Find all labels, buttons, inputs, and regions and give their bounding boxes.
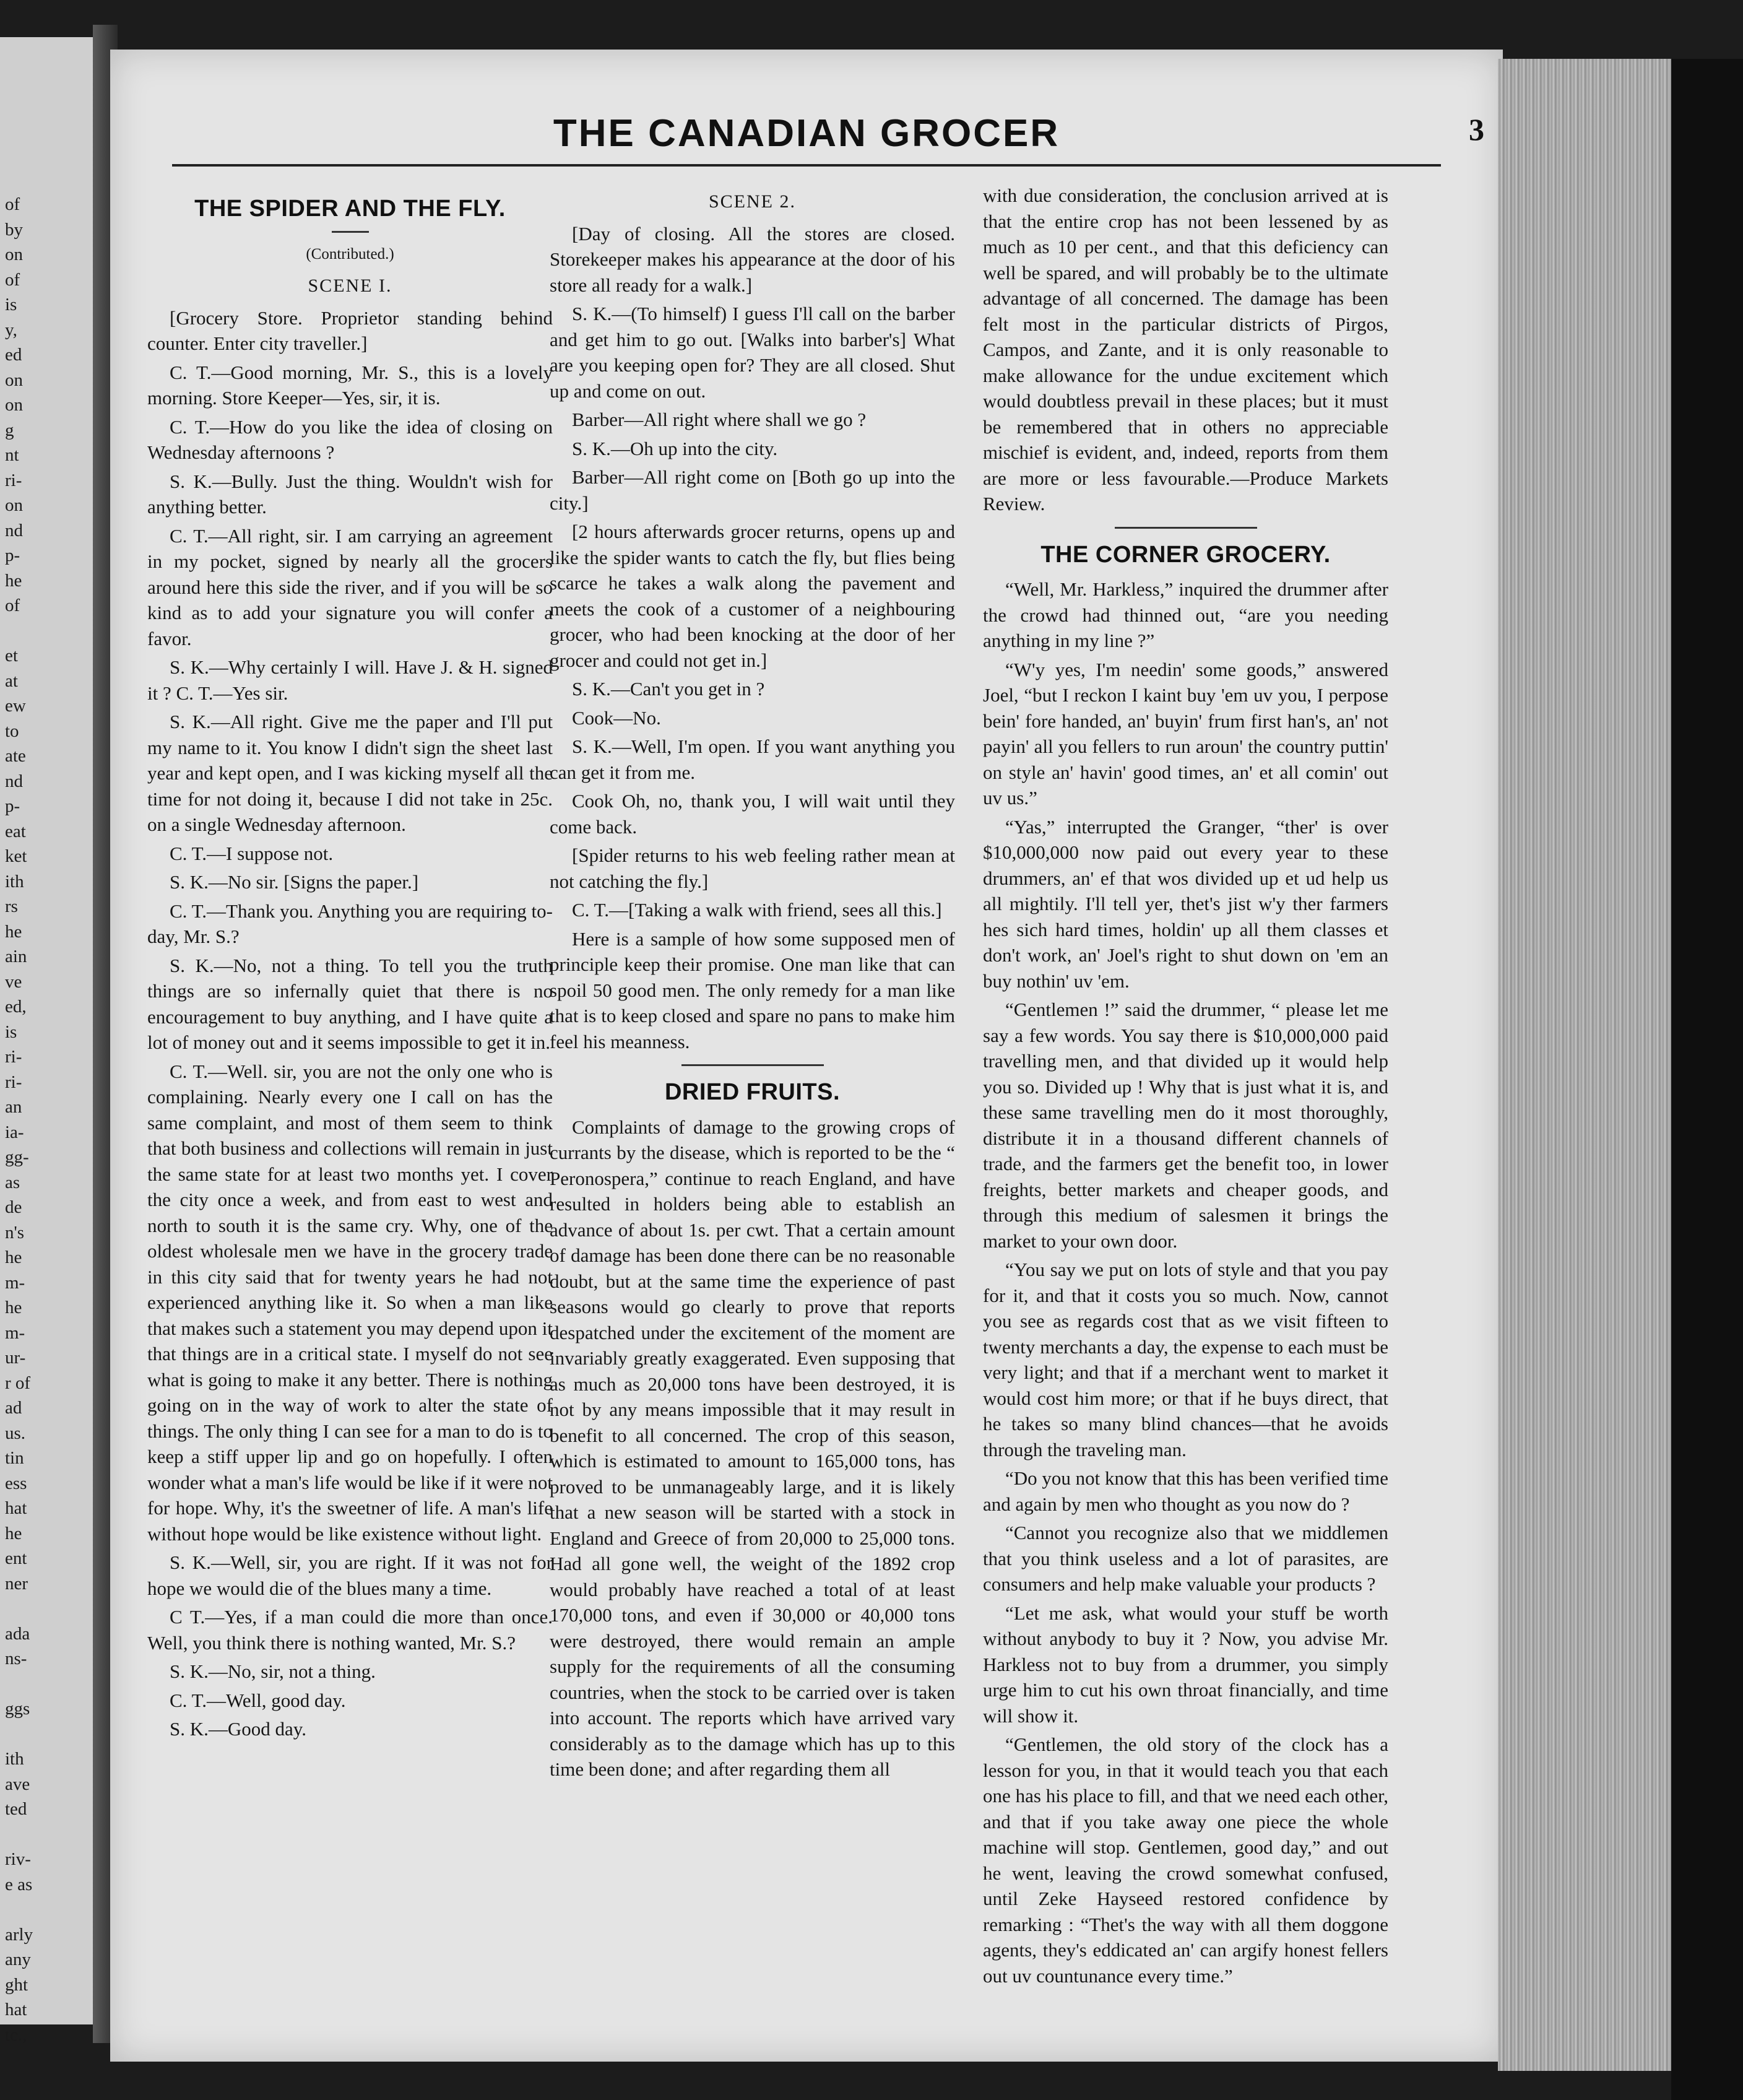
- previous-page-fragment: ve: [5, 971, 22, 992]
- previous-page-fragment: as: [5, 1172, 20, 1192]
- previous-page-fragment: y,: [5, 319, 17, 340]
- previous-page-fragment: he: [5, 1247, 22, 1267]
- column-3: [983, 183, 1388, 1992]
- previous-page-fragment: any: [5, 1950, 31, 1969]
- scene-heading-2: SCENE 2.: [708, 191, 796, 212]
- paragraph: [Spider returns to his web feeling rather mean at not catching the fly.]: [550, 844, 955, 892]
- previous-page-fragment: g: [5, 420, 14, 440]
- paragraph: “Let me ask, what would your stuff be worth without anybody to buy it ? Now, you advise Mr. Harkless not to buy from a drummer, you simply urge him to cut his own throat financially, and time will show it.: [983, 1602, 1388, 1727]
- previous-page-fragment: of: [5, 269, 20, 290]
- paragraph: Cook—No.: [572, 706, 661, 729]
- paragraph: “Gentlemen, the old story of the clock has a lesson for you, in that it would teach you that each one has his place to fill, and that we need each other, and that if you take away one piece the whole machine will stop. Gentlemen, good day,” and out he went, leaving the crowd somewhat confused, until Zeke Hayseed restored confidence by remarking : “Thet's the way with all them doggone agents, they's eddicated an' can argify honest fellers out uv countunance every time.”: [983, 1733, 1388, 1987]
- previous-page-fragment: hat: [5, 2000, 27, 2020]
- previous-page-fragment: ri-: [5, 470, 22, 490]
- scene-heading-1: SCENE I.: [308, 276, 392, 296]
- previous-page-fragment: at: [5, 670, 18, 691]
- article-body-dried-fruits-continued: [983, 183, 1388, 517]
- article-separator: [1115, 527, 1257, 529]
- previous-page-fragment: ith: [5, 1749, 24, 1769]
- paragraph: S. K.—Bully. Just the thing. Wouldn't wish for anything better.: [147, 470, 553, 518]
- page-number: 3: [1469, 112, 1484, 147]
- previous-page-fragment: on: [5, 370, 23, 390]
- paragraph: S. K.—(To himself) I guess I'll call on the barber and get him to go out. [Walks into barber's] What are you keeping open for? They are all closed. Shut up and come on out.: [550, 303, 955, 402]
- previous-page-fragment: ent: [5, 1548, 27, 1568]
- paragraph: [Day of closing. All the stores are closed. Storekeeper makes his appearance at the door of his store all ready for a walk.]: [550, 222, 955, 296]
- previous-page-fragment: ted: [5, 1799, 27, 1819]
- previous-page-fragment: on: [5, 495, 23, 515]
- paragraph: “You say we put on lots of style and that you pay for it, and that it costs you so much. Now, cannot you see as regards cost that as we visit fifteen to twenty merchants a day, the expense to each must be very light; and that if a merchant went to market it would cost him more; or that if he buys direct, that he takes so many blind chances—that he avoids through the traveling man.: [983, 1259, 1388, 1460]
- paragraph: Cook Oh, no, thank you, I will wait until they come back.: [550, 790, 955, 838]
- previous-page-fragment: r of: [5, 1373, 31, 1393]
- previous-page-fragment: p-: [5, 796, 20, 816]
- article-separator: [681, 1064, 824, 1066]
- previous-page-fragment: ri-: [5, 1047, 22, 1067]
- previous-page-fragment: eat: [5, 821, 26, 841]
- paragraph: Here is a sample of how some supposed men of principle keep their promise. One man like that can spoil 50 good men. The only remedy for a man like that is to keep closed and spare no pans to make him feel his meanness.: [550, 927, 955, 1052]
- previous-page-fragment: tc.,: [5, 2024, 27, 2045]
- paragraph: S. K.—No, sir, not a thing.: [170, 1660, 376, 1682]
- paragraph: C. T.—[Taking a walk with friend, sees all this.]: [572, 899, 942, 921]
- previous-page-fragment: n's: [5, 1222, 25, 1243]
- masthead-title: THE CANADIAN GROCER: [553, 112, 1060, 155]
- previous-page-fragment: e as: [5, 1874, 33, 1894]
- previous-page-fragment: is: [5, 295, 17, 315]
- previous-page-fragment: arly: [5, 1924, 33, 1945]
- title-rule: [332, 231, 369, 233]
- previous-page-fragment: ia-: [5, 1122, 24, 1142]
- article-title-corner-grocery: THE CORNER GROCERY.: [1040, 541, 1331, 568]
- paragraph: [2 hours afterwards grocer returns, opens up and like the spider wants to catch the fly, but flies being scarce he takes a walk along the pavement and meets the cook of a customer of a neighbouring grocer, who had been knocking at the door of her grocer and could not get in.]: [550, 521, 955, 671]
- previous-page-fragment: ew: [5, 696, 26, 716]
- paragraph: with due consideration, the conclusion arrived at is that the entire crop has not been lessened by as much as 10 per cent., and that this deficiency can well be spared, and will probably be to the ultimate advantage of all concerned. The damage has been felt most in the particular districts of Pirgos, Campos, and Zante, and it is only reasonable to make allowance for the undue excitement which would doubtless prevail in these places; but it must be remembered that in others no appreciable mischief is evident, and, indeed, reports from them are more or less favourable.—Produce Markets Review.: [983, 184, 1388, 514]
- previous-page-fragment: ave: [5, 1774, 30, 1794]
- paragraph: S. K.—Can't you get in ?: [572, 678, 765, 700]
- paragraph: S. K.—No, not a thing. To tell you the truth things are so infernally quiet that there is no encouragement to buy anything, and I have quite a lot of money out and it seems impossible to get it in.: [147, 954, 553, 1053]
- previous-page-fragment: et: [5, 646, 18, 666]
- previous-page-fragment: de: [5, 1197, 22, 1217]
- paragraph: S. K.—Good day.: [170, 1718, 307, 1740]
- previous-page-fragment: ght: [5, 1974, 28, 1995]
- previous-page-fragment: he: [5, 1298, 22, 1317]
- previous-page-fragment: riv-: [5, 1849, 31, 1869]
- paragraph: C. T.—I suppose not.: [170, 842, 334, 864]
- paragraph: S. K.—Well, sir, you are right. If it was not for hope we would die of the blues many a time.: [147, 1551, 553, 1599]
- previous-page-fragment: hat: [5, 1498, 27, 1518]
- paragraph: “Cannot you recognize also that we middlemen that you think useless and a lot of parasites, are consumers and help make valuable your products ?: [983, 1522, 1388, 1595]
- newspaper-page: [110, 50, 1503, 2062]
- article-body-spider-fly: [147, 305, 553, 1742]
- paragraph: S. K.—All right. Give me the paper and I'll put my name to it. You know I didn't sign the sheet last year and kept open, and I was kicking myself all the time for not doing it, because I did not take in 25c. on a single Wednesday afternoon.: [147, 711, 553, 835]
- previous-page-fragment: rs: [5, 896, 18, 916]
- previous-page-fragment: us.: [5, 1423, 26, 1443]
- paragraph: S. K.—Oh up into the city.: [572, 437, 778, 459]
- previous-page-fragment: ith: [5, 871, 24, 892]
- previous-page-fragment: to: [5, 721, 19, 741]
- paragraph: C T.—Yes, if a man could die more than once. Well, you think there is nothing wanted, Mr. S.?: [147, 1606, 553, 1654]
- contributed-note: (Contributed.): [306, 245, 394, 262]
- previous-page-fragment: p-: [5, 545, 20, 565]
- previous-page-fragment: nd: [5, 771, 23, 791]
- previous-page-fragment: he: [5, 570, 22, 591]
- previous-page-fragment: of: [5, 194, 20, 214]
- paragraph: “Well, Mr. Harkless,” inquired the drummer after the crowd had thinned out, “are you needing anything in my line ?”: [983, 578, 1388, 651]
- previous-page-fragment: is: [5, 1022, 17, 1042]
- paragraph: “Gentlemen !” said the drummer, “ please let me say a few words. You say there is $10,000,000 paid travelling men, and that divided up it would help you so. Divided up ! Why that is just what it is, and these same travelling men do it most thoroughly, distribute it in a thousand different channels of trade, and the farmers get the benefit too, in lower freights, better markets and cheaper goods, and through this medium of salesmen it brings the market to your own door.: [983, 999, 1388, 1252]
- paragraph: “Do you not know that this has been verified time and again by men who thought as you now do ?: [983, 1467, 1389, 1515]
- previous-page-fragment: on: [5, 245, 23, 264]
- previous-page-fragment: by: [5, 219, 23, 240]
- paragraph: S. K.—Why certainly I will. Have J. & H. signed it ? C. T.—Yes sir.: [147, 656, 553, 704]
- previous-page-fragment: on: [5, 395, 23, 415]
- paragraph: C. T.—Well. sir, you are not the only one who is complaining. Nearly every one I call on has the same complaint, and most of them seem to think that both business and collections will remain in just the same state for at least two months yet. I cover the city once a week, and from east to west and north to south it is the same cry. Why, one of the oldest wholesale men we have in the grocery trade in this city said that for twenty years he had not experienced anything like it. So when a man like that makes such a statement you may depend upon it that things are in a critical state. I myself do not see what is going to make it any better. There is nothing going on in the way of work to alter the state of things. The only thing I can see for a man to do is to keep a stiff upper lip and go on hopefully. I often wonder what a man's life would be like if it were not for hope. Why, it's the sweetner of life. A man's life without hope would be like existence without light.: [147, 1060, 553, 1545]
- previous-page-fragment: he: [5, 1523, 22, 1543]
- paragraph: C. T.—Well, good day.: [170, 1689, 346, 1711]
- previous-page-fragment: tin: [5, 1448, 24, 1468]
- paragraph: “Yas,” interrupted the Granger, “ther' is over $10,000,000 now paid out every year to these drummers, an' ef that wos divided up et ud help us all mightily. I'll tell yer, thet's jist w'y ther farmers hes sich hard times, holdin' up all them classes et don't work, an' Joel's right to shut down on 'em an buy nothin' uv 'em.: [983, 815, 1388, 992]
- paragraph: S. K.—No sir. [Signs the paper.]: [170, 871, 419, 893]
- paragraph: Barber—All right come on [Both go up into the city.]: [550, 466, 955, 514]
- previous-page-fragment: he: [5, 921, 22, 942]
- header-rule: [172, 164, 1441, 167]
- article-title-spider-fly: THE SPIDER AND THE FLY.: [194, 196, 506, 222]
- paragraph: C. T.—All right, sir. I am carrying an agreement in my pocket, signed by nearly all the grocers around here this side the river, and if you will be so kind as to add your signature you will confer a favor.: [147, 524, 553, 649]
- previous-page-fragment: of: [5, 596, 20, 615]
- previous-page-fragment: gg-: [5, 1147, 29, 1167]
- background-shadow: [1671, 59, 1743, 2100]
- paragraph: [Grocery Store. Proprietor standing behind counter. Enter city traveller.]: [147, 306, 553, 354]
- previous-page-fragment: an: [5, 1097, 22, 1117]
- previous-page-fragment: ad: [5, 1398, 22, 1418]
- article-body-dried-fruits: [550, 1114, 955, 1782]
- paragraph: “W'y yes, I'm needin' some goods,” answered Joel, “but I reckon I kaint buy 'em uv you, I perpose bein' fore handed, an' buyin' frum first han's, an' not payin' all you fellers to run aroun' the country puttin' on style an' havin' good times, an' et all comin' out uv us.”: [983, 658, 1388, 809]
- previous-page-fragment: ed,: [5, 997, 27, 1017]
- paragraph: Complaints of damage to the growing crops of currants by the disease, which is reported to be the “ Peronospera,” continue to reach England, and have resulted in holders being able to establish an advance of about 1s. per cwt. That a certain amount of damage has been done there can be no reasonable doubt, but at the same time the experience of past seasons would go clearly to prove that reports despatched under the excitement of the moment are invariably greatly exaggerated. Even supposing that as much as 20,000 tons have been destroyed, it is not by any means impossible that it may result in benefit to all concerned. The crop of this season, which is estimated to amount to 165,000 tons, has proved to be unmanageably large, and it is likely that a new season will be started with a stock in England and Greece of from 20,000 to 25,000 tons. Had all gone well, the weight of the 1892 crop would probably have reached a total of at least 170,000 tons, and even if 30,000 or 40,000 tons were destroyed, there would remain an ample supply for the requirements of all the consuming countries, when the stock to be carried over is taken into account. The reports which have arrived vary considerably as to the damage which has up to this time been done; and after regarding them all: [550, 1116, 955, 1780]
- previous-page-fragment: ur-: [5, 1348, 26, 1368]
- previous-page-fragment: ns-: [5, 1649, 27, 1668]
- column-2: [550, 183, 955, 1785]
- previous-page-fragment: ri-: [5, 1072, 22, 1092]
- previous-page-fragment: m-: [5, 1322, 25, 1343]
- previous-page-fragment: ed: [5, 345, 22, 365]
- previous-page-fragment: ner: [5, 1573, 28, 1594]
- book-page-edges: [1498, 59, 1684, 2071]
- previous-page-fragment: ket: [5, 846, 27, 866]
- previous-page-fragment: ate: [5, 746, 26, 766]
- paragraph: C. T.—Thank you. Anything you are requiring to-day, Mr. S.?: [147, 900, 553, 947]
- article-title-dried-fruits: DRIED FRUITS.: [664, 1079, 841, 1105]
- previous-page-fragment: m-: [5, 1272, 25, 1293]
- article-body-scene-2: [550, 221, 955, 1055]
- previous-page-fragment: ada: [5, 1623, 30, 1644]
- paragraph: C. T.—Good morning, Mr. S., this is a lovely morning. Store Keeper—Yes, sir, it is.: [147, 361, 553, 409]
- article-body-corner-grocery: [983, 576, 1388, 1989]
- paragraph: Barber—All right where shall we go ?: [572, 409, 867, 430]
- column-1: [147, 183, 553, 1745]
- paragraph: S. K.—Well, I'm open. If you want anything you can get it from me.: [550, 735, 955, 783]
- previous-page-fragment: ggs: [5, 1699, 30, 1719]
- previous-page-edge: [0, 37, 93, 2045]
- previous-page-fragment: ess: [5, 1473, 27, 1493]
- previous-page-fragment: nd: [5, 520, 23, 540]
- previous-page-fragment: ain: [5, 947, 27, 966]
- previous-page-fragment: nt: [5, 445, 19, 465]
- paragraph: C. T.—How do you like the idea of closing on Wednesday afternoons ?: [147, 415, 553, 463]
